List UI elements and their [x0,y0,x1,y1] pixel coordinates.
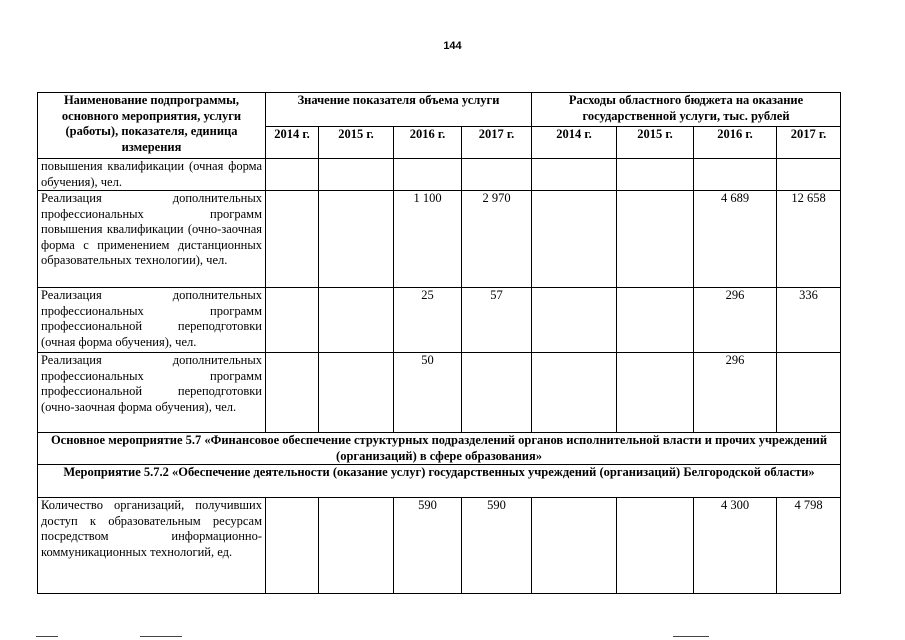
header-year: 2014 г. [266,127,319,159]
volume-cell [319,498,394,594]
volume-cell [266,353,319,433]
volume-cell: 50 [394,353,462,433]
table-row [38,353,841,433]
header-year: 2015 г. [617,127,694,159]
budget-cell: 296 [694,353,777,433]
budget-cell: 4 300 [694,498,777,594]
budget-cell [532,159,617,191]
row-name: Реализация дополнительных профессиональных программ профессиональной переподготовки (очная форма обучения), чел. [38,288,266,353]
row-name: Реализация дополнительных профессиональных программ профессиональной переподготовки (очно-заочная форма обучения), чел. [38,353,266,433]
budget-cell [777,353,841,433]
budget-cell [617,191,694,288]
header-year: 2015 г. [319,127,394,159]
table-row [38,159,841,191]
budget-cell [694,159,777,191]
header-name-column: Наименование подпрограммы, основного мероприятия, услуги (работы), показателя, единица измерения [38,93,266,159]
header-budget-group: Расходы областного бюджета на оказание государственной услуги, тыс. рублей [532,93,841,127]
volume-cell [266,498,319,594]
budget-cell: 12 658 [777,191,841,288]
header-volume-group: Значение показателя объема услуги [266,93,532,127]
volume-cell [319,159,394,191]
budget-table [37,92,841,594]
scan-mark [140,636,182,637]
header-year: 2017 г. [462,127,532,159]
table-row [38,191,841,288]
budget-cell [532,288,617,353]
budget-cell: 296 [694,288,777,353]
volume-cell [319,288,394,353]
volume-cell: 590 [394,498,462,594]
volume-cell [266,191,319,288]
table-row [38,288,841,353]
scan-mark [36,636,58,637]
header-year: 2014 г. [532,127,617,159]
header-row-1 [38,93,841,127]
volume-cell: 1 100 [394,191,462,288]
budget-cell [532,498,617,594]
row-name: Количество организаций, получивших доступ к образовательным ресурсам посредством информационно-коммуникационных технологий, ед. [38,498,266,594]
budget-cell [617,498,694,594]
table-row [38,498,841,594]
scan-mark [673,636,709,637]
page-number: 144 [443,40,462,52]
budget-cell [617,288,694,353]
volume-cell [266,288,319,353]
budget-cell [617,353,694,433]
section-row-sub [38,465,841,498]
volume-cell [462,353,532,433]
section-main-title: Основное мероприятие 5.7 «Финансовое обеспечение структурных подразделений органов исполнительной власти и прочих учреждений (организаций) в сфере образования» [38,433,841,465]
volume-cell [319,353,394,433]
volume-cell [394,159,462,191]
header-year: 2017 г. [777,127,841,159]
budget-cell [777,159,841,191]
volume-cell: 590 [462,498,532,594]
budget-cell: 4 798 [777,498,841,594]
volume-cell: 25 [394,288,462,353]
section-sub-title: Мероприятие 5.7.2 «Обеспечение деятельности (оказание услуг) государственных учреждений (организаций) Белгородской области» [38,465,841,498]
volume-cell: 57 [462,288,532,353]
row-name: Реализация дополнительных профессиональных программ повышения квалификации (очно-заочная форма с применением дистанционных образовательных технологии), чел. [38,191,266,288]
section-row-main [38,433,841,465]
volume-cell [266,159,319,191]
budget-cell [617,159,694,191]
budget-cell: 4 689 [694,191,777,288]
budget-cell [532,353,617,433]
row-name: повышения квалификации (очная форма обучения), чел. [38,159,266,191]
budget-cell: 336 [777,288,841,353]
volume-cell: 2 970 [462,191,532,288]
header-year: 2016 г. [394,127,462,159]
budget-cell [532,191,617,288]
volume-cell [319,191,394,288]
header-year: 2016 г. [694,127,777,159]
volume-cell [462,159,532,191]
